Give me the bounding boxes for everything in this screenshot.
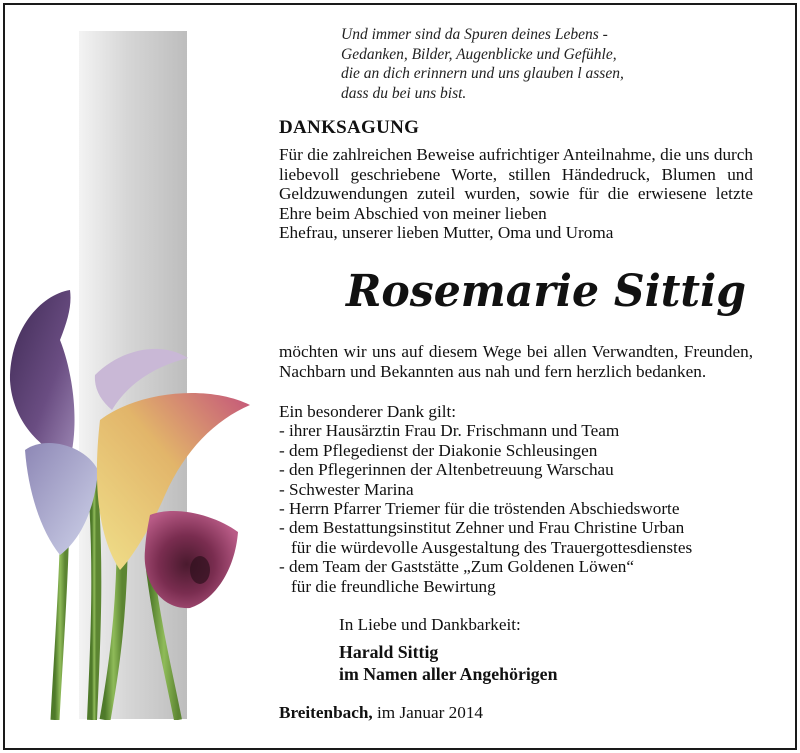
deceased-name (336, 262, 756, 322)
list-item: - den Pflegerinnen der Altenbetreuung Warschau (279, 460, 614, 480)
stem (92, 470, 96, 720)
list-item: - dem Pflegedienst der Diakonie Schleusingen (279, 440, 598, 460)
list-item-continuation: für die freundliche Bewirtung (291, 576, 496, 596)
poem-line: Gedanken, Bilder, Augenblicke und Gefühle, (341, 45, 617, 63)
poem-line: Und immer sind da Spuren deines Lebens - (341, 26, 608, 43)
list-item: - Schwester Marina (279, 479, 414, 499)
stem (105, 560, 122, 720)
place-and-date (279, 703, 483, 723)
intro-paragraph (279, 145, 753, 243)
lily-throat (190, 556, 210, 584)
list-item: - ihrer Hausärztin Frau Dr. Frischmann und Team (279, 421, 620, 441)
heading: DANKSAGUNG (279, 117, 420, 138)
poem (341, 25, 681, 103)
purple-lily (10, 290, 75, 460)
date: im Januar 2014 (372, 703, 484, 722)
list-item-continuation: für die würdevolle Ausgestaltung des Trauergottesdienstes (291, 537, 693, 557)
list-item: - dem Bestattungsinstitut Zehner und Frau Christine Urban (279, 518, 685, 538)
special-thanks (279, 402, 759, 596)
special-thanks-intro: Ein besonderer Dank gilt: (279, 402, 457, 421)
magenta-lily (145, 511, 238, 608)
poem-line: dass du bei uns bist. (341, 84, 467, 102)
signature-block (339, 641, 557, 685)
intro-last-line: Ehefrau, unserer lieben Mutter, Oma und Uroma (279, 223, 614, 243)
list-item: - Herrn Pfarrer Triemer für die tröstenden Abschiedsworte (279, 499, 680, 519)
list-item: - dem Team der Gaststätte „Zum Goldenen Löwen“ (279, 557, 634, 577)
regards-line: In Liebe und Dankbarkeit: (339, 615, 521, 634)
signer-group: im Namen aller Angehörigen (339, 664, 558, 684)
place: Breitenbach, (279, 703, 373, 722)
intro-text: Für die zahlreichen Beweise aufrichtiger Anteilnahme, die uns durch liebevoll geschriebene Worte, stillen Händedruck, Blumen und Geldzuwendungen zuteil wurden, sowie für die erwiesene letzte Ehre beim Abschied von meiner lieben (279, 145, 753, 223)
thanks-paragraph: möchten wir uns auf diesem Wege bei allen Verwandten, Freunden, Nachbarn und Bekannten aus nah und fern herzlich bedanken. (279, 342, 753, 381)
signer-name: Harald Sittig (339, 642, 439, 662)
calla-lily-illustration (0, 270, 290, 720)
poem-line: die an dich erinnern und uns glauben l assen, (341, 65, 624, 83)
deceased-name-text: Rosemarie Sittig (344, 266, 746, 317)
lavender-lily (25, 443, 98, 555)
